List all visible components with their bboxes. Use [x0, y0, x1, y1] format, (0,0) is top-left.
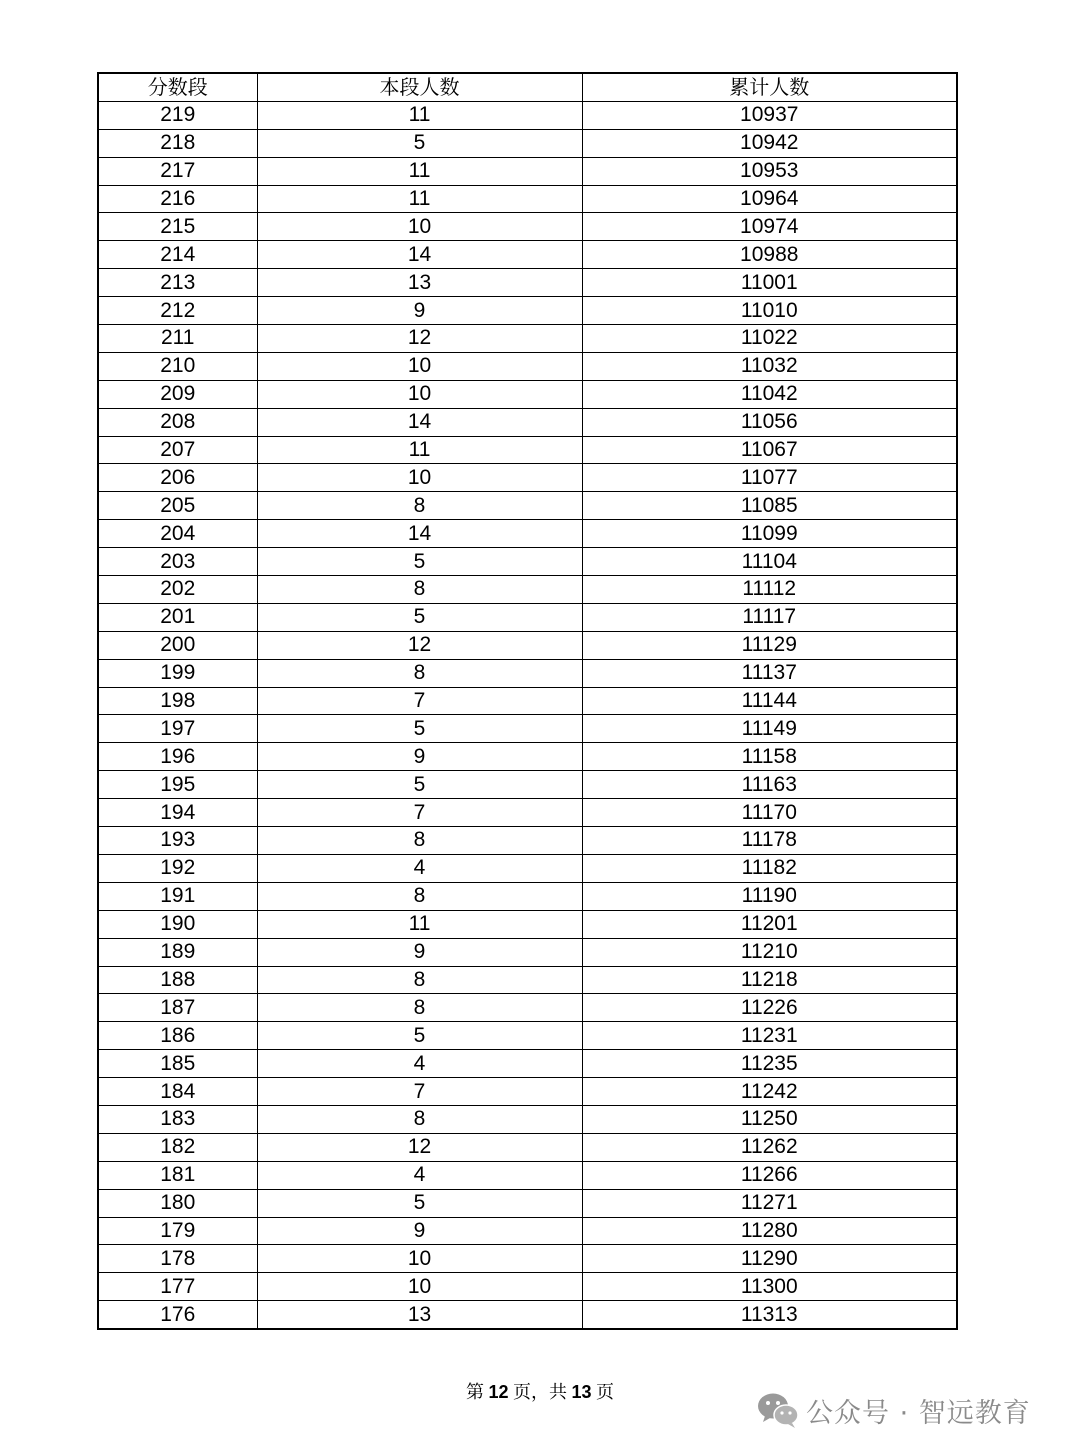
cell-cumulative-count: 10937 [582, 101, 957, 129]
cell-segment-count: 4 [257, 854, 582, 882]
cell-score: 211 [98, 325, 257, 353]
cell-score: 184 [98, 1078, 257, 1106]
table-row [98, 492, 957, 520]
cell-cumulative-count: 11129 [582, 631, 957, 659]
cell-segment-count: 7 [257, 687, 582, 715]
table-row [98, 1273, 957, 1301]
table-row [98, 380, 957, 408]
cell-segment-count: 5 [257, 603, 582, 631]
table-row [98, 743, 957, 771]
cell-score: 208 [98, 408, 257, 436]
table-row [98, 1245, 957, 1273]
table-row [98, 1050, 957, 1078]
cell-cumulative-count: 11042 [582, 380, 957, 408]
cell-segment-count: 14 [257, 241, 582, 269]
table-row [98, 659, 957, 687]
cell-cumulative-count: 11235 [582, 1050, 957, 1078]
cell-score: 193 [98, 827, 257, 855]
cell-segment-count: 10 [257, 380, 582, 408]
table-row [98, 631, 957, 659]
cell-segment-count: 5 [257, 1022, 582, 1050]
footer-mid: 页，共 [508, 1382, 572, 1402]
table-row [98, 799, 957, 827]
cell-cumulative-count: 10942 [582, 129, 957, 157]
table-row [98, 213, 957, 241]
cell-segment-count: 14 [257, 408, 582, 436]
cell-segment-count: 11 [257, 185, 582, 213]
cell-segment-count: 4 [257, 1161, 582, 1189]
cell-segment-count: 12 [257, 1133, 582, 1161]
cell-segment-count: 9 [257, 938, 582, 966]
cell-cumulative-count: 11218 [582, 966, 957, 994]
table-row [98, 464, 957, 492]
table-row [98, 185, 957, 213]
table-row [98, 1133, 957, 1161]
cell-cumulative-count: 11266 [582, 1161, 957, 1189]
table-row [98, 269, 957, 297]
cell-cumulative-count: 11178 [582, 827, 957, 855]
table-row [98, 297, 957, 325]
table-row [98, 687, 957, 715]
cell-score: 207 [98, 436, 257, 464]
cell-score: 191 [98, 882, 257, 910]
cell-cumulative-count: 11231 [582, 1022, 957, 1050]
cell-score: 196 [98, 743, 257, 771]
cell-cumulative-count: 11022 [582, 325, 957, 353]
cell-segment-count: 13 [257, 269, 582, 297]
cell-score: 182 [98, 1133, 257, 1161]
cell-score: 185 [98, 1050, 257, 1078]
cell-cumulative-count: 10988 [582, 241, 957, 269]
cell-cumulative-count: 10953 [582, 157, 957, 185]
cell-cumulative-count: 11149 [582, 715, 957, 743]
cell-cumulative-count: 11242 [582, 1078, 957, 1106]
cell-segment-count: 11 [257, 910, 582, 938]
cell-score: 204 [98, 520, 257, 548]
cell-segment-count: 8 [257, 827, 582, 855]
cell-score: 195 [98, 771, 257, 799]
cell-segment-count: 14 [257, 520, 582, 548]
cell-cumulative-count: 10974 [582, 213, 957, 241]
cell-score: 177 [98, 1273, 257, 1301]
cell-cumulative-count: 11158 [582, 743, 957, 771]
cell-segment-count: 9 [257, 1217, 582, 1245]
cell-cumulative-count: 11137 [582, 659, 957, 687]
cell-segment-count: 10 [257, 213, 582, 241]
cell-cumulative-count: 11210 [582, 938, 957, 966]
table-row [98, 882, 957, 910]
cell-score: 197 [98, 715, 257, 743]
cell-score: 203 [98, 548, 257, 576]
table-row [98, 576, 957, 604]
cell-cumulative-count: 11201 [582, 910, 957, 938]
cell-cumulative-count: 11032 [582, 352, 957, 380]
cell-cumulative-count: 11144 [582, 687, 957, 715]
cell-segment-count: 11 [257, 157, 582, 185]
table-row [98, 129, 957, 157]
cell-score: 218 [98, 129, 257, 157]
cell-score: 192 [98, 854, 257, 882]
cell-cumulative-count: 11001 [582, 269, 957, 297]
table-row [98, 436, 957, 464]
cell-cumulative-count: 11182 [582, 854, 957, 882]
cell-segment-count: 10 [257, 1273, 582, 1301]
table-row [98, 352, 957, 380]
cell-score: 187 [98, 994, 257, 1022]
cell-cumulative-count: 11067 [582, 436, 957, 464]
header-segment-count: 本段人数 [257, 73, 582, 101]
cell-segment-count: 8 [257, 994, 582, 1022]
table-row [98, 520, 957, 548]
cell-score: 176 [98, 1301, 257, 1329]
cell-segment-count: 5 [257, 548, 582, 576]
table-row [98, 994, 957, 1022]
table-row [98, 854, 957, 882]
cell-cumulative-count: 11085 [582, 492, 957, 520]
table-row [98, 938, 957, 966]
cell-score: 186 [98, 1022, 257, 1050]
cell-cumulative-count: 11163 [582, 771, 957, 799]
table-row [98, 157, 957, 185]
cell-segment-count: 12 [257, 631, 582, 659]
cell-segment-count: 8 [257, 576, 582, 604]
cell-cumulative-count: 11313 [582, 1301, 957, 1329]
cell-score: 179 [98, 1217, 257, 1245]
cell-cumulative-count: 11190 [582, 882, 957, 910]
cell-cumulative-count: 11280 [582, 1217, 957, 1245]
cell-segment-count: 10 [257, 1245, 582, 1273]
table-row [98, 1022, 957, 1050]
table-header-row [98, 73, 957, 101]
table-row [98, 1189, 957, 1217]
table-row [98, 408, 957, 436]
cell-score: 200 [98, 631, 257, 659]
cell-cumulative-count: 11117 [582, 603, 957, 631]
cell-score: 215 [98, 213, 257, 241]
footer-page-number: 12 [488, 1382, 509, 1402]
cell-score: 190 [98, 910, 257, 938]
table-row [98, 1078, 957, 1106]
table-row [98, 910, 957, 938]
header-cumulative-count: 累计人数 [582, 73, 957, 101]
table-row [98, 1301, 957, 1329]
cell-segment-count: 8 [257, 1105, 582, 1133]
table-body [98, 101, 957, 1329]
cell-segment-count: 11 [257, 436, 582, 464]
cell-score: 201 [98, 603, 257, 631]
cell-cumulative-count: 11104 [582, 548, 957, 576]
cell-score: 216 [98, 185, 257, 213]
cell-score: 181 [98, 1161, 257, 1189]
cell-cumulative-count: 11112 [582, 576, 957, 604]
cell-score: 178 [98, 1245, 257, 1273]
cell-segment-count: 5 [257, 1189, 582, 1217]
table-row [98, 101, 957, 129]
cell-cumulative-count: 11056 [582, 408, 957, 436]
table-row [98, 827, 957, 855]
cell-score: 205 [98, 492, 257, 520]
cell-cumulative-count: 11250 [582, 1105, 957, 1133]
cell-segment-count: 12 [257, 325, 582, 353]
cell-score: 219 [98, 101, 257, 129]
cell-segment-count: 5 [257, 771, 582, 799]
cell-score: 188 [98, 966, 257, 994]
cell-score: 198 [98, 687, 257, 715]
cell-cumulative-count: 11077 [582, 464, 957, 492]
cell-segment-count: 9 [257, 743, 582, 771]
cell-cumulative-count: 11300 [582, 1273, 957, 1301]
footer-suffix: 页 [591, 1382, 615, 1402]
cell-segment-count: 10 [257, 464, 582, 492]
header-score-range: 分数段 [98, 73, 257, 101]
watermark [756, 1390, 1031, 1430]
cell-segment-count: 5 [257, 715, 582, 743]
cell-score: 213 [98, 269, 257, 297]
table-row [98, 1161, 957, 1189]
watermark-text: 公众号 · 智远教育 [806, 1397, 1031, 1429]
table-row [98, 1217, 957, 1245]
cell-segment-count: 13 [257, 1301, 582, 1329]
cell-score: 194 [98, 799, 257, 827]
cell-score: 214 [98, 241, 257, 269]
cell-segment-count: 9 [257, 297, 582, 325]
cell-score: 212 [98, 297, 257, 325]
cell-cumulative-count: 11226 [582, 994, 957, 1022]
cell-score: 210 [98, 352, 257, 380]
table-row [98, 325, 957, 353]
cell-score: 202 [98, 576, 257, 604]
table-row [98, 1105, 957, 1133]
footer-prefix: 第 [465, 1382, 489, 1402]
cell-score: 183 [98, 1105, 257, 1133]
score-table [97, 72, 958, 1330]
cell-cumulative-count: 11010 [582, 297, 957, 325]
footer-total-pages: 13 [571, 1382, 592, 1402]
cell-cumulative-count: 11271 [582, 1189, 957, 1217]
table-row [98, 241, 957, 269]
cell-score: 209 [98, 380, 257, 408]
cell-cumulative-count: 11262 [582, 1133, 957, 1161]
table-row [98, 715, 957, 743]
cell-score: 180 [98, 1189, 257, 1217]
cell-segment-count: 4 [257, 1050, 582, 1078]
table-row [98, 603, 957, 631]
cell-score: 217 [98, 157, 257, 185]
cell-segment-count: 8 [257, 492, 582, 520]
table-row [98, 966, 957, 994]
cell-segment-count: 5 [257, 129, 582, 157]
cell-segment-count: 10 [257, 352, 582, 380]
cell-cumulative-count: 11099 [582, 520, 957, 548]
cell-segment-count: 7 [257, 1078, 582, 1106]
cell-segment-count: 8 [257, 882, 582, 910]
wechat-icon [756, 1391, 800, 1429]
cell-segment-count: 7 [257, 799, 582, 827]
cell-cumulative-count: 11290 [582, 1245, 957, 1273]
cell-score: 199 [98, 659, 257, 687]
cell-segment-count: 8 [257, 966, 582, 994]
cell-score: 206 [98, 464, 257, 492]
cell-score: 189 [98, 938, 257, 966]
table-row [98, 771, 957, 799]
cell-segment-count: 11 [257, 101, 582, 129]
cell-segment-count: 8 [257, 659, 582, 687]
cell-cumulative-count: 10964 [582, 185, 957, 213]
table-row [98, 548, 957, 576]
cell-cumulative-count: 11170 [582, 799, 957, 827]
